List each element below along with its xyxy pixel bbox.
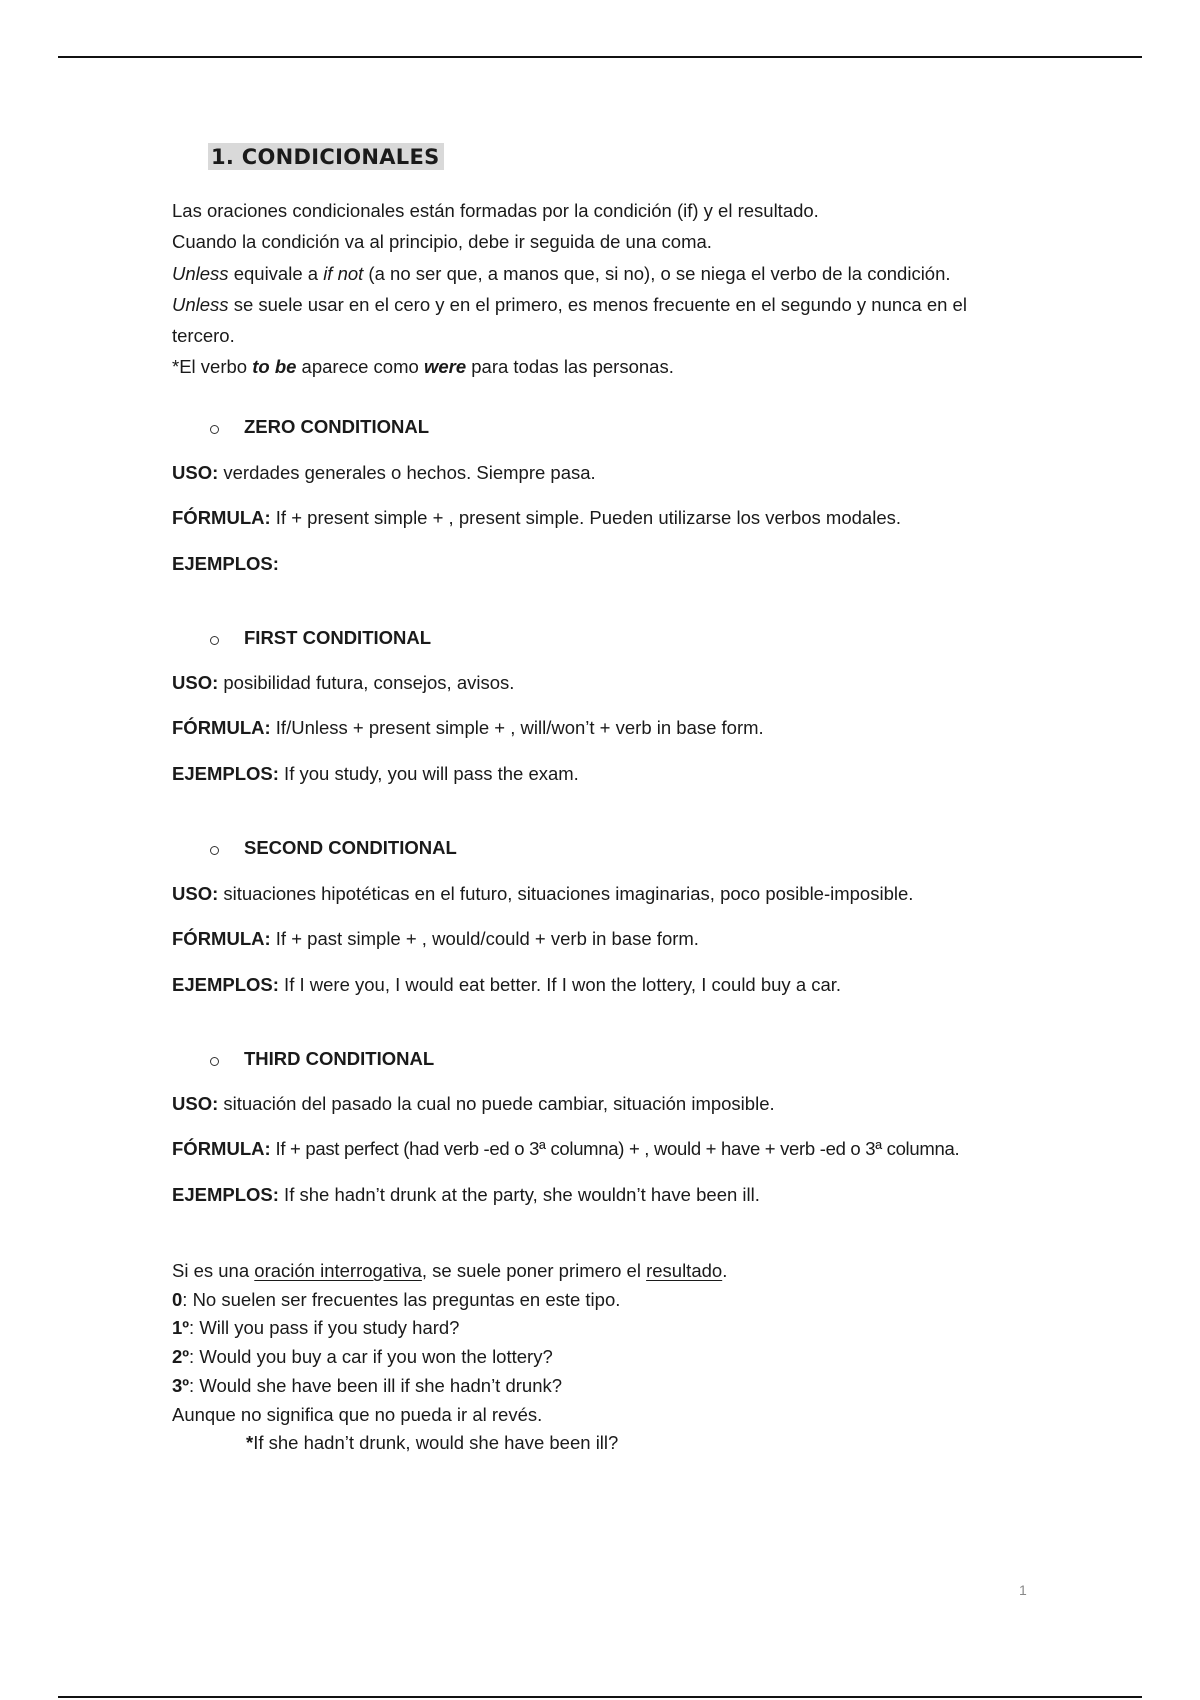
bullet-icon	[210, 1057, 219, 1066]
intro-text: equivale a	[228, 262, 324, 284]
first-conditional-header	[172, 627, 1072, 657]
uso-label: USO:	[172, 672, 219, 693]
question-second	[172, 1343, 1052, 1372]
formula-text: If + past perfect (had verb -ed o 3ª columna) + , would + have + verb -ed o 3ª columna.	[270, 1138, 960, 1159]
questions-paragraph	[172, 1257, 1052, 1458]
formula-text: If/Unless + present simple + , will/won’t + verb in base form.	[270, 717, 764, 738]
intro-text: to be	[252, 356, 297, 378]
ejemplos-text: If she hadn’t drunk at the party, she wouldn’t have been ill.	[278, 1184, 760, 1205]
third-conditional-header	[172, 1048, 1072, 1078]
second-uso	[172, 883, 913, 905]
zero-ejemplos	[172, 553, 279, 575]
formula-label: FÓRMULA:	[172, 928, 271, 949]
intro-line	[172, 226, 1052, 257]
question-first	[172, 1314, 1052, 1343]
bullet-icon	[210, 846, 219, 855]
first-formula	[172, 717, 764, 739]
q-text: Si es una	[172, 1260, 255, 1281]
q-text: If she hadn’t drunk, would she have been ill?	[253, 1432, 619, 1454]
bottom-rule	[58, 1696, 1142, 1698]
formula-label: FÓRMULA:	[172, 717, 271, 738]
q-label: 0	[172, 1288, 183, 1310]
intro-line	[172, 351, 1052, 382]
uso-label: USO:	[172, 883, 219, 904]
section-heading: 1. CONDICIONALES	[208, 143, 444, 170]
q-underlined: oración interrogativa	[254, 1260, 422, 1281]
intro-text: aparece como	[296, 356, 424, 378]
ejemplos-text: If you study, you will pass the exam.	[278, 763, 579, 784]
q-underlined: resultado	[646, 1260, 723, 1281]
page-number: 1	[1019, 1582, 1027, 1598]
uso-text: posibilidad futura, consejos, avisos.	[218, 672, 515, 693]
second-formula	[172, 928, 699, 950]
questions-intro	[172, 1257, 1052, 1286]
q-text: .	[722, 1260, 728, 1281]
intro-text: *El verbo	[172, 356, 253, 378]
uso-text: verdades generales o hechos. Siempre pasa.	[218, 462, 596, 483]
question-alt	[172, 1429, 1052, 1458]
ejemplos-label: EJEMPLOS:	[172, 1184, 279, 1205]
top-rule	[58, 56, 1142, 58]
second-ejemplos	[172, 974, 841, 996]
first-conditional-title: FIRST CONDITIONAL	[244, 627, 432, 648]
intro-text: se suele usar en el cero y en el primero, es menos frecuente en el segundo y nunca en el	[228, 293, 967, 315]
ejemplos-text: If I were you, I would eat better. If I won the lottery, I could buy a car.	[278, 974, 842, 995]
formula-text: If + present simple + , present simple. Pueden utilizarse los verbos modales.	[270, 507, 901, 528]
q-text: : No suelen ser frecuentes las preguntas en este tipo.	[182, 1288, 621, 1310]
intro-line	[172, 289, 1052, 320]
q-label: 1º	[172, 1317, 190, 1339]
first-conditional-section	[172, 627, 1072, 784]
intro-text: Unless	[172, 262, 229, 284]
zero-formula	[172, 507, 901, 529]
intro-text: para todas las personas.	[466, 356, 674, 378]
uso-text: situación del pasado la cual no puede cambiar, situación imposible.	[218, 1093, 775, 1114]
ejemplos-label: EJEMPLOS:	[172, 553, 279, 574]
intro-text: were	[423, 356, 467, 378]
bullet-icon	[210, 425, 219, 434]
ejemplos-label: EJEMPLOS:	[172, 763, 279, 784]
formula-text: If + past simple + , would/could + verb in base form.	[270, 928, 699, 949]
bullet-icon	[210, 636, 219, 645]
uso-text: situaciones hipotéticas en el futuro, situaciones imaginarias, poco posible-imposible.	[218, 883, 914, 904]
zero-conditional-section	[172, 416, 1072, 574]
zero-uso	[172, 462, 596, 484]
q-text: : Would she have been ill if she hadn’t drunk?	[189, 1374, 563, 1396]
intro-line	[172, 195, 1052, 226]
q-label: 3º	[172, 1374, 190, 1396]
third-conditional-title: THIRD CONDITIONAL	[244, 1048, 435, 1069]
ejemplos-label: EJEMPLOS:	[172, 974, 279, 995]
intro-paragraph	[172, 195, 1052, 383]
second-conditional-header	[172, 837, 1072, 867]
question-note	[172, 1401, 1052, 1430]
intro-text: Las oraciones condicionales están formadas por la condición (if) y el resultado.	[172, 200, 819, 221]
uso-label: USO:	[172, 462, 219, 483]
third-conditional-section	[172, 1048, 1072, 1205]
question-zero	[172, 1286, 1052, 1315]
uso-label: USO:	[172, 1093, 219, 1114]
third-uso	[172, 1093, 775, 1115]
first-uso	[172, 672, 514, 694]
q-text: : Would you buy a car if you won the lottery?	[189, 1346, 553, 1368]
formula-label: FÓRMULA:	[172, 507, 271, 528]
intro-line	[172, 258, 1052, 289]
intro-text: (a no ser que, a manos que, si no), o se niega el verbo de la condición.	[363, 262, 951, 284]
zero-conditional-header	[172, 416, 1072, 446]
q-label: *	[246, 1432, 254, 1454]
intro-text: tercero.	[172, 325, 235, 347]
q-text: : Will you pass if you study hard?	[189, 1317, 460, 1339]
q-text: Aunque no significa que no pueda ir al revés.	[172, 1403, 543, 1425]
formula-label: FÓRMULA:	[172, 1138, 271, 1159]
q-label: 2º	[172, 1346, 190, 1368]
second-conditional-section	[172, 837, 1072, 995]
third-formula	[172, 1138, 959, 1160]
zero-conditional-title: ZERO CONDITIONAL	[244, 416, 429, 437]
intro-text: Unless	[172, 293, 229, 315]
intro-text: Cuando la condición va al principio, debe ir seguida de una coma.	[172, 231, 712, 253]
question-third	[172, 1372, 1052, 1401]
first-ejemplos	[172, 763, 579, 785]
q-text: , se suele poner primero el	[421, 1260, 647, 1281]
intro-line	[172, 320, 1052, 351]
third-ejemplos	[172, 1184, 760, 1206]
second-conditional-title: SECOND CONDITIONAL	[244, 837, 457, 858]
intro-text: if not	[323, 262, 364, 284]
